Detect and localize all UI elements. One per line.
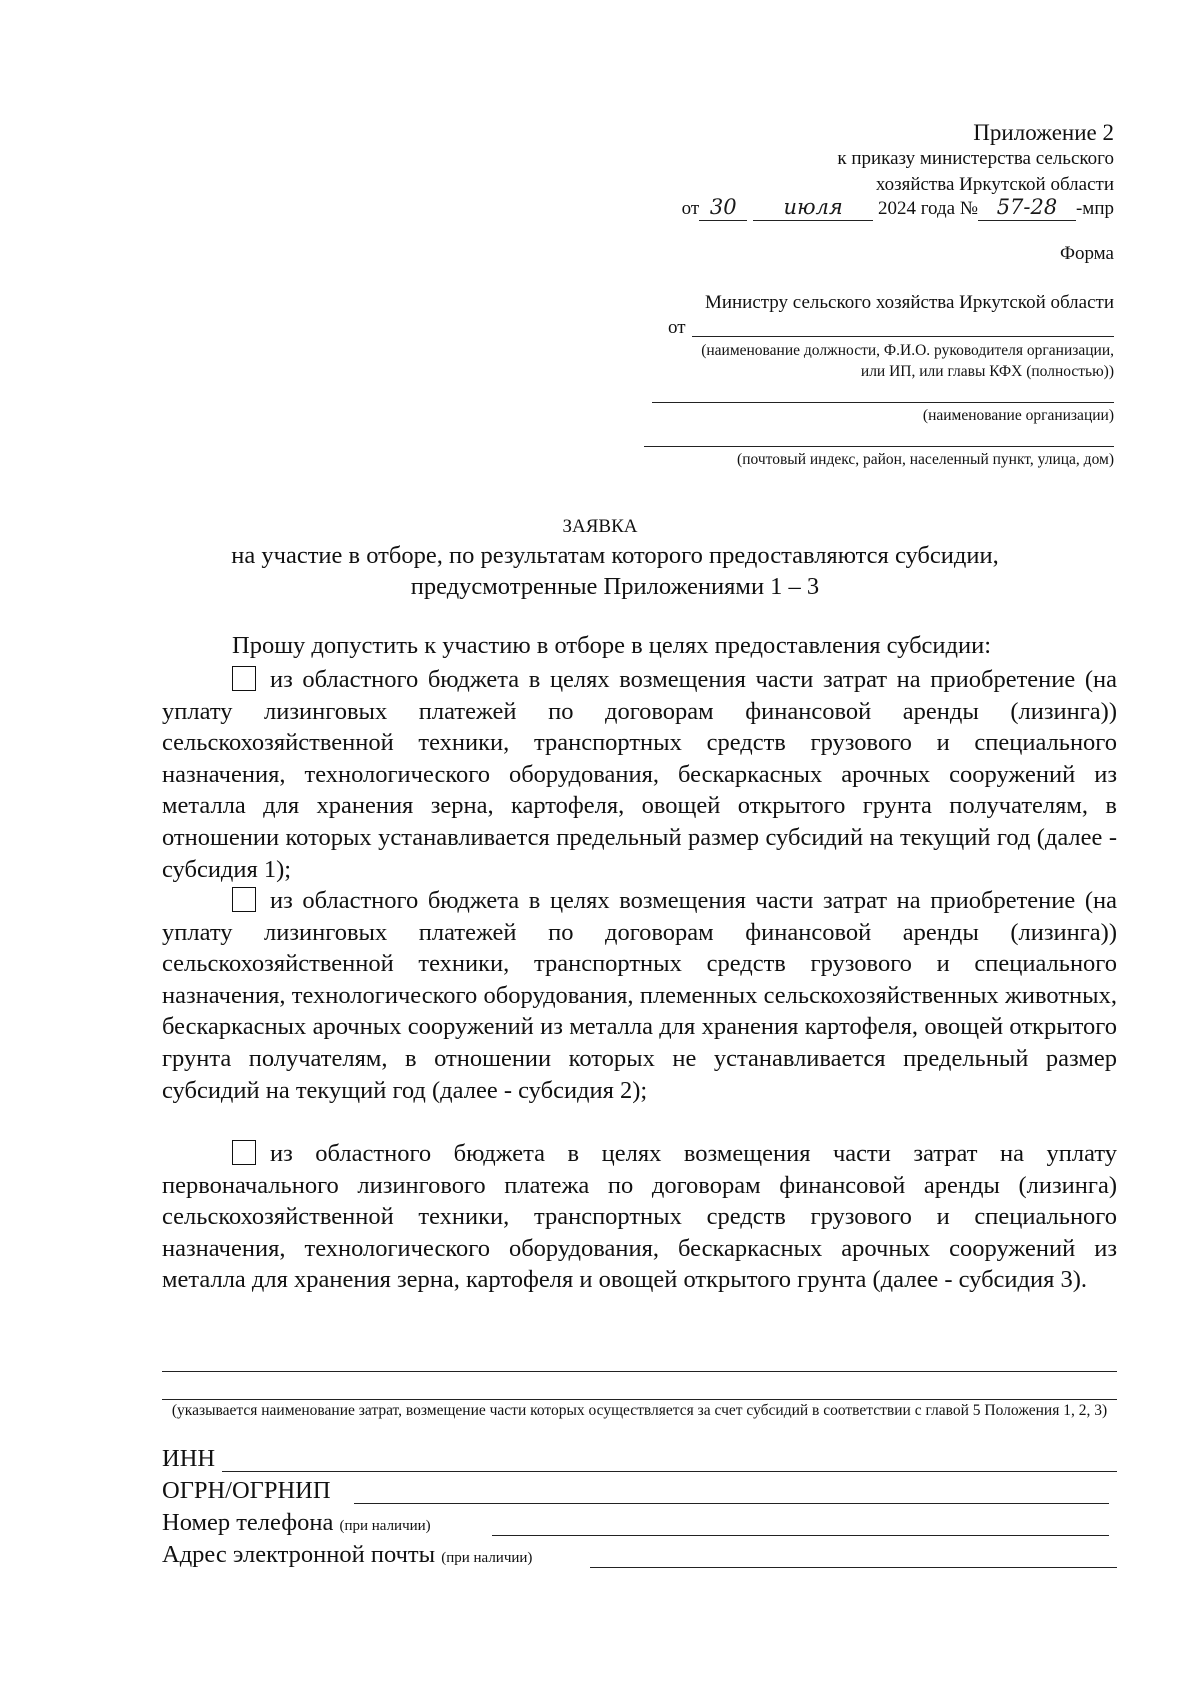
costs-field-line-2[interactable] (162, 1383, 1117, 1400)
subsidy-2-text: из областного бюджета в целях возмещения части затрат на приобретение (на уплату лизинговых платежей по договорам финансовой аренды (лизинга)) сельскохозяйственной техники, транспортных средств грузового и специального назначения, технологического оборудования, племенных сельскохозяйственных животных, бескаркасных арочных сооружений из металла для хранения картофеля, овощей открытого грунта получателям, в отношении которых не устанавливается предельный размер субсидий на текущий год (далее - субсидия 2); (162, 887, 1117, 1104)
request-intro: Прошу допустить к участию в отборе в целях предоставления субсидии: (232, 632, 992, 659)
phone-label: Номер телефона (162, 1509, 334, 1536)
email-label-row (162, 1541, 532, 1569)
form-label: Форма (1059, 243, 1114, 264)
email-hint: (при наличии) (441, 1550, 533, 1566)
handwritten-day: 30 (709, 195, 737, 219)
handwritten-month: июля (783, 195, 843, 219)
subsidy-1-checkbox[interactable] (232, 666, 256, 691)
organization-hint: (наименование организации) (922, 407, 1114, 424)
postal-address-hint: (почтовый индекс, район, населенный пункт, улица, дом) (737, 451, 1114, 468)
ogrn-field[interactable] (354, 1485, 1109, 1504)
subsidy-option-3 (162, 1138, 1117, 1296)
order-reference-line-2: хозяйства Иркутской области (875, 174, 1114, 195)
date-year-label: 2024 года № (877, 198, 978, 219)
subsidy-option-1 (162, 664, 1117, 885)
subsidy-3-text: из областного бюджета в целях возмещения части затрат на уплату первоначального лизингового платежа по договорам финансовой аренды (лизинга) сельскохозяйственной техники, транспортных средств грузового и специального назначения, технологического оборудования, бескаркасных арочных сооружений из металла для хранения зерна, картофеля и овощей открытого грунта (далее - субсидия 3). (162, 1140, 1117, 1294)
email-label: Адрес электронной почты (162, 1541, 436, 1568)
order-date-line (682, 196, 1114, 221)
subsidy-option-2 (162, 885, 1117, 1106)
phone-field[interactable] (492, 1517, 1109, 1536)
from-hint-line-2: или ИП, или главы КФХ (полностью)) (860, 363, 1114, 380)
document-title: ЗАЯВКА (562, 516, 638, 537)
handwritten-order-number: 57-28 (996, 195, 1058, 219)
subsidy-3-checkbox[interactable] (232, 1140, 256, 1165)
subsidy-1-text: из областного бюджета в целях возмещения части затрат на приобретение (на уплату лизинговых платежей по договорам финансовой аренды (лизинга)) сельскохозяйственной техники, транспортных средств грузового и специального назначения, технологического оборудования, бескаркасных арочных сооружений из металла для хранения зерна, картофеля, овощей открытого грунта получателям, в отношении которых устанавливается предельный размер субсидий на текущий год (далее - субсидия 1); (162, 666, 1117, 883)
from-hint-line-1: (наименование должности, Ф.И.О. руководителя организации, (701, 342, 1114, 359)
costs-hint: (указывается наименование затрат, возмещение части которых осуществляется за счет субсидий в соответствии с главой 5 Положения 1, 2, 3) (171, 1402, 1108, 1419)
order-suffix: -мпр (1075, 198, 1114, 219)
subsidy-2-checkbox[interactable] (232, 887, 256, 912)
inn-field[interactable] (222, 1453, 1117, 1472)
inn-label: ИНН (162, 1445, 216, 1472)
document-subtitle-line-2: предусмотренные Приложениями 1 – 3 (410, 573, 820, 600)
order-reference-line-1: к приказу министерства сельского (837, 148, 1114, 169)
phone-label-row (162, 1509, 431, 1537)
document-subtitle-line-1: на участие в отборе, по результатам которого предоставляются субсидии, (231, 542, 999, 569)
email-field[interactable] (590, 1549, 1117, 1568)
date-prefix: от (681, 198, 700, 219)
phone-hint: (при наличии) (339, 1518, 431, 1534)
ogrn-label: ОГРН/ОГРНИП (162, 1477, 331, 1504)
from-name-field[interactable] (692, 320, 1114, 337)
appendix-label: Приложение 2 (973, 120, 1114, 145)
addressee-from-label: от (668, 317, 686, 338)
organization-name-field[interactable] (652, 386, 1114, 403)
postal-address-field[interactable] (644, 430, 1114, 447)
costs-field-line-1[interactable] (162, 1355, 1117, 1372)
addressee-to: Министру сельского хозяйства Иркутской области (704, 292, 1114, 313)
